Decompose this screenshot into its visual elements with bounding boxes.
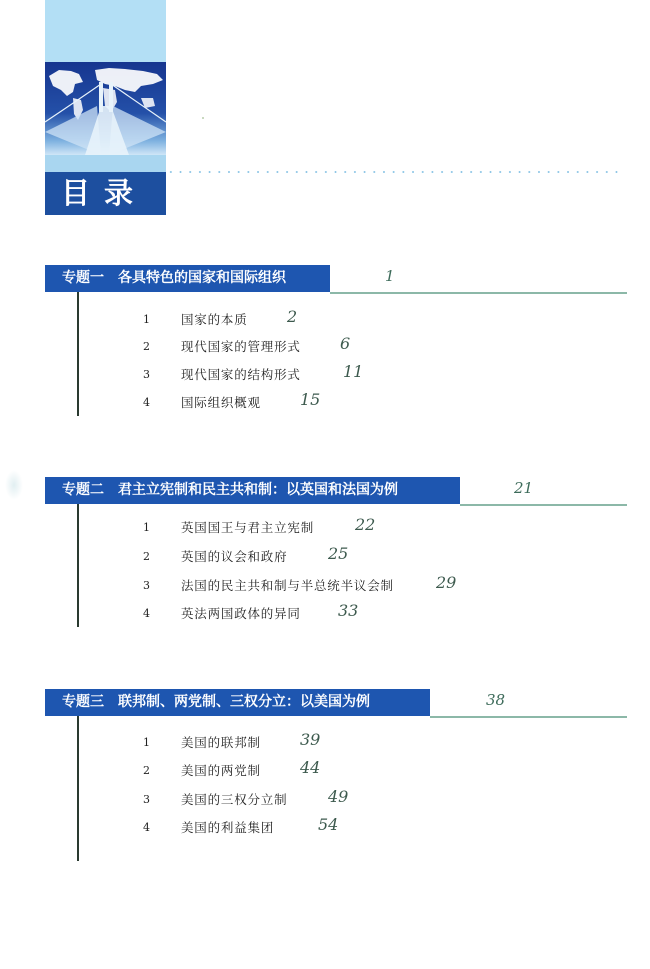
item-number: 3 <box>143 793 150 806</box>
section-title: 各具特色的国家和国际组织 <box>118 270 286 286</box>
item-page-number: 11 <box>343 362 364 381</box>
item-page-number: 54 <box>318 815 339 834</box>
item-title: 国际组织概观 <box>181 395 261 410</box>
item-page-number: 29 <box>436 573 457 592</box>
item-title: 英国的议会和政府 <box>181 549 288 564</box>
item-page-number: 39 <box>300 730 321 749</box>
item-title: 国家的本质 <box>181 312 248 327</box>
item-title: 美国的两党制 <box>181 763 261 778</box>
section-label: 专题一 <box>62 270 104 286</box>
item-page-number: 33 <box>338 601 359 620</box>
item-number: 3 <box>143 579 150 592</box>
item-title: 法国的民主共和制与半总统半议会制 <box>181 578 394 593</box>
item-title: 英法两国政体的异同 <box>181 606 301 621</box>
item-number: 4 <box>143 821 150 834</box>
item-number: 4 <box>143 607 150 620</box>
section-vertical-line <box>77 504 79 627</box>
section-header-bar[interactable] <box>45 477 460 504</box>
section-rule <box>460 504 627 506</box>
section-rule <box>430 716 627 718</box>
page-edge-mark <box>5 470 23 500</box>
section-vertical-line <box>77 292 79 416</box>
dotted-divider <box>166 171 621 173</box>
section-title: 联邦制、两党制、三权分立：以美国为例 <box>118 694 370 710</box>
item-number: 1 <box>143 313 150 326</box>
item-page-number: 6 <box>340 334 351 353</box>
item-title: 美国的利益集团 <box>181 820 275 835</box>
item-title: 英国国王与君主立宪制 <box>181 520 315 535</box>
item-number: 4 <box>143 396 150 409</box>
section-page-number[interactable]: 21 <box>514 479 534 497</box>
item-number: 1 <box>143 521 150 534</box>
section-header-bar[interactable] <box>45 689 430 716</box>
section-page-number[interactable]: 38 <box>486 691 506 709</box>
banner-top-block <box>45 0 166 62</box>
section-header-bar[interactable] <box>45 265 330 292</box>
decorative-dot <box>202 117 204 119</box>
page-title: 目录 <box>45 172 166 215</box>
item-title: 现代国家的结构形式 <box>181 367 301 382</box>
item-page-number: 2 <box>287 307 298 326</box>
item-number: 2 <box>143 764 150 777</box>
section-page-number[interactable]: 1 <box>385 267 395 285</box>
item-page-number: 49 <box>328 787 349 806</box>
item-page-number: 44 <box>300 758 321 777</box>
item-page-number: 25 <box>328 544 349 563</box>
item-number: 2 <box>143 340 150 353</box>
section-title: 君主立宪制和民主共和制：以英国和法国为例 <box>118 482 398 498</box>
item-title: 美国的联邦制 <box>181 735 261 750</box>
item-number: 1 <box>143 736 150 749</box>
header-banner <box>45 0 166 215</box>
item-title: 美国的三权分立制 <box>181 792 288 807</box>
section-label: 专题三 <box>62 694 104 710</box>
item-number: 2 <box>143 550 150 563</box>
banner-light-strip <box>45 155 166 172</box>
section-label: 专题二 <box>62 482 104 498</box>
item-page-number: 22 <box>355 515 376 534</box>
section-rule <box>330 292 627 294</box>
item-page-number: 15 <box>300 390 321 409</box>
world-map-bridge-icon <box>45 62 166 155</box>
section-vertical-line <box>77 716 79 861</box>
item-title: 现代国家的管理形式 <box>181 339 301 354</box>
world-map-bridge-image <box>45 62 166 155</box>
item-number: 3 <box>143 368 150 381</box>
